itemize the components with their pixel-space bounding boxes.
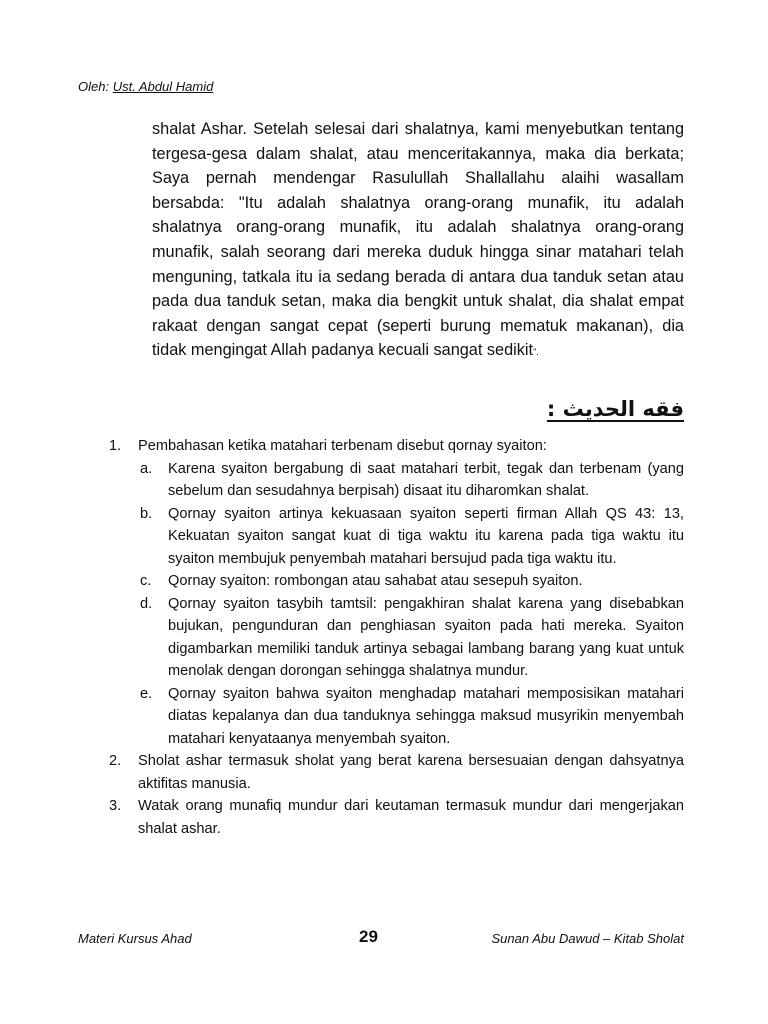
hadith-translation-paragraph [152,117,684,365]
sub-list-item-text: Qornay syaiton bahwa syaiton menghadap matahari memposisikan matahari diatas kepalanya dan dua tanduknya sehingga maksud musyrikin menyembah matahari kenyataanya menyembah syaiton. [168,685,684,747]
sub-list-item [0,458,768,503]
explanation-list [0,435,768,840]
sub-list-item-text: Qornay syaiton artinya kekuasaan syaiton seperti firman Allah QS 43: 13, Kekuatan syaiton sangat kuat di tiga waktu itu karena pada tiga waktu itu syaiton membujuk penyembah matahari bersujud pada tiga waktu itu. [168,505,684,567]
author-name: Ust. Abdul Hamid [112,79,214,94]
list-item-number: 1. [109,438,122,454]
sub-list-item-text: Qornay syaiton tasybih tamtsil: pengakhiran shalat karena yang disebabkan bujukan, pengunduran dan penghiasan syaiton pada hati mereka. Syaiton digambarkan memiliki tanduk artinya sebagai lambang barang yang kuat untuk menolak dengan dorongan sehingga shalatnya mundur. [168,595,684,679]
list-item-text: Pembahasan ketika matahari terbenam disebut qornay syaiton: [138,438,547,454]
sub-list-item [0,683,768,751]
sub-list-item-letter: b. [140,505,153,522]
sub-list-item-letter: d. [140,595,153,612]
sub-list-item-text: Qornay syaiton: rombongan atau sahabat atau sesepuh syaiton. [168,573,583,589]
page-header [78,79,213,95]
footer-course-title: Materi Kursus Ahad [78,931,192,946]
list-item [0,435,768,458]
sub-list-item-text: Karena syaiton bergabung di saat matahari terbit, tegak dan terbenam (yang sebelum dan sesudahnya berpisah) disaat itu diharomkan shalat. [168,460,684,499]
list-item [0,750,768,795]
paragraph-text: shalat Ashar. Setelah selesai dari shalatnya, kami menyebutkan tentang tergesa-gesa dalam shalat, atau menceritakannya, maka dia berkata; Saya pernah mendengar Rasulullah Shallallahu alaihi wasallam bersabda: "Itu adalah shalatnya orang-orang munafik, itu adalah shalatnya orang-orang munafik, itu adalah shalatnya orang-orang munafik, salah seorang dari mereka duduk hingga sinar matahari telah menguning, tatkala itu ia sedang berada di antara dua tanduk setan atau pada dua tanduk setan, maka dia bengkit untuk shalat, dia shalat empat rakaat dengan sangat cepat (seperti burung mematuk makanan), dia tidak mengingat Allah padanya kecuali sangat sedikit [152,120,684,360]
list-item [0,795,768,840]
page-number: 29 [359,927,378,946]
sub-list-item-letter: a. [140,460,153,477]
sub-list-item-letter: c. [140,573,152,589]
footer-book-title: Sunan Abu Dawud – Kitab Sholat [491,931,684,946]
list-item-text: Sholat ashar termasuk sholat yang berat karena bersesuaian dengan dahsyatnya aktifitas manusia. [138,753,684,792]
list-item-text: Watak orang munafiq mundur dari keutaman termasuk mundur dari mengerjakan shalat ashar. [138,798,684,837]
list-item-number: 3. [109,798,122,814]
author-prefix: Oleh: [78,79,113,94]
list-item-number: 2. [109,753,122,769]
quote-end: ". [533,347,539,358]
sub-list-item [0,593,768,683]
sub-list-item [0,503,768,571]
sub-list-item [0,570,768,593]
sub-list-item-letter: e. [140,685,153,702]
section-heading-fiqh-al-hadith: فقه الحديث : [546,397,684,421]
